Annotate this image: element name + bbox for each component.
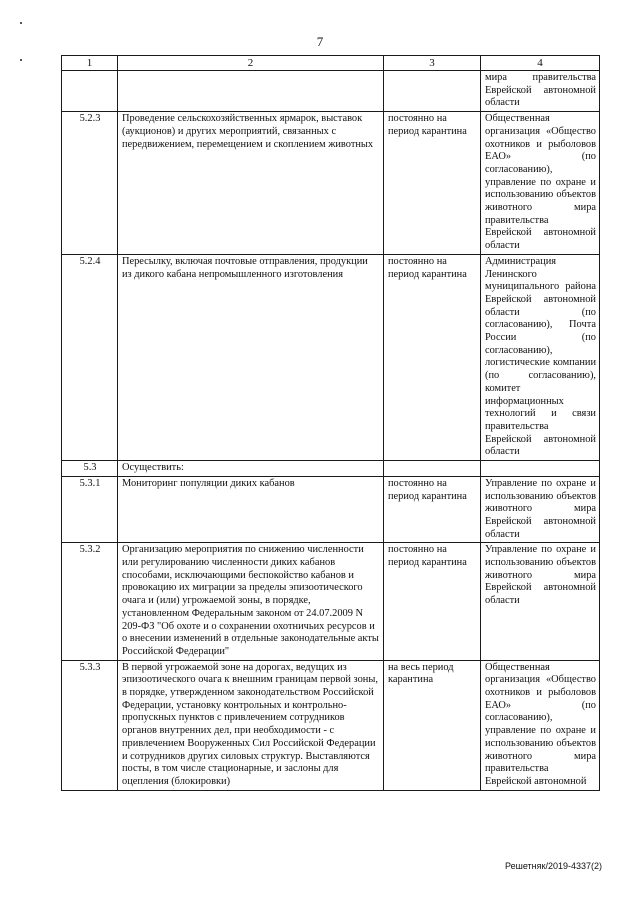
row-period: постоянно на период карантина xyxy=(384,476,481,543)
row-action xyxy=(118,71,384,112)
row-period: постоянно на период карантина xyxy=(384,254,481,460)
table-row xyxy=(62,476,600,543)
row-action: Мониторинг популяции диких кабанов xyxy=(118,476,384,543)
header-col-2: 2 xyxy=(118,56,384,71)
row-responsible: Общественная организация «Общество охотников и рыболовов ЕАО» (по согласованию), управление по охране и использованию объектов животного мира правительства Еврейской автономной xyxy=(481,660,600,790)
row-period xyxy=(384,71,481,112)
row-number xyxy=(62,71,118,112)
row-responsible: Администрация Ленинского муниципального района Еврейской автономной области (по согласованию), Почта России (по согласованию), логистические компании (по согласованию), комитет информационных технологий и связи правительства Еврейской автономной области xyxy=(481,254,600,460)
row-period xyxy=(384,461,481,477)
measures-table xyxy=(61,55,600,791)
row-responsible: Общественная организация «Общество охотников и рыболовов ЕАО» (по согласованию), управление по охране и использованию объектов животного мира правительства Еврейской автономной области xyxy=(481,112,600,255)
row-number: 5.2.3 xyxy=(62,112,118,255)
row-period: постоянно на период карантина xyxy=(384,112,481,255)
table-row xyxy=(62,254,600,460)
header-col-3: 3 xyxy=(384,56,481,71)
row-action: Проведение сельскохозяйственных ярмарок, выставок (аукционов) и других мероприятий, связанных с передвижением, перемещением и скоплением животных xyxy=(118,112,384,255)
row-action: В первой угрожаемой зоне на дорогах, ведущих из эпизоотического очага к внешним границам первой зоны, в порядке, утвержденном законодательством Российской Федерации, установку контрольных и контрольно-пропускных пунктов с привлечением сотрудников органов внутренних дел, при необходимости - с привлечением Вооруженных Сил Российской Федерации и сотрудников других силовых структур. Выставляются посты, в том числе стационарные, и заслоны для оцепления (блокировки) xyxy=(118,660,384,790)
scan-speck-top xyxy=(20,22,22,24)
table-row xyxy=(62,461,600,477)
row-action: Осуществить: xyxy=(118,461,384,477)
table-row xyxy=(62,112,600,255)
header-col-1: 1 xyxy=(62,56,118,71)
row-responsible: Управление по охране и использованию объектов животного мира Еврейской автономной области xyxy=(481,476,600,543)
page-number: 7 xyxy=(316,34,324,49)
row-responsible: Управление по охране и использованию объектов животного мира Еврейской автономной области xyxy=(481,543,600,660)
row-number: 5.2.4 xyxy=(62,254,118,460)
row-responsible xyxy=(481,461,600,477)
scan-speck-bottom xyxy=(20,59,22,61)
table-row xyxy=(62,660,600,790)
row-period: постоянно на период карантина xyxy=(384,543,481,660)
table-row xyxy=(62,543,600,660)
row-number: 5.3.2 xyxy=(62,543,118,660)
document-reference: Решетняк/2019-4337(2) xyxy=(505,861,602,871)
row-responsible: мира правительства Еврейской автономной области xyxy=(481,71,600,112)
header-col-4: 4 xyxy=(481,56,600,71)
row-number: 5.3.3 xyxy=(62,660,118,790)
row-number: 5.3 xyxy=(62,461,118,477)
row-action: Организацию мероприятия по снижению численности или регулированию численности диких кабанов способами, исключающими беспокойство кабанов и провокацию их миграции за пределы эпизоотического очага и (или) угрожаемой зоны, в порядке, установленном Федеральным законом от 24.07.2009 N 209-ФЗ "Об охоте и о сохранении охотничьих ресурсов и о внесении изменений в отдельные законодательные акты Российской Федерации" xyxy=(118,543,384,660)
table-header-row xyxy=(62,56,600,71)
row-period: на весь период карантина xyxy=(384,660,481,790)
table-row xyxy=(62,71,600,112)
row-action: Пересылку, включая почтовые отправления, продукции из дикого кабана непромышленного изготовления xyxy=(118,254,384,460)
row-number: 5.3.1 xyxy=(62,476,118,543)
